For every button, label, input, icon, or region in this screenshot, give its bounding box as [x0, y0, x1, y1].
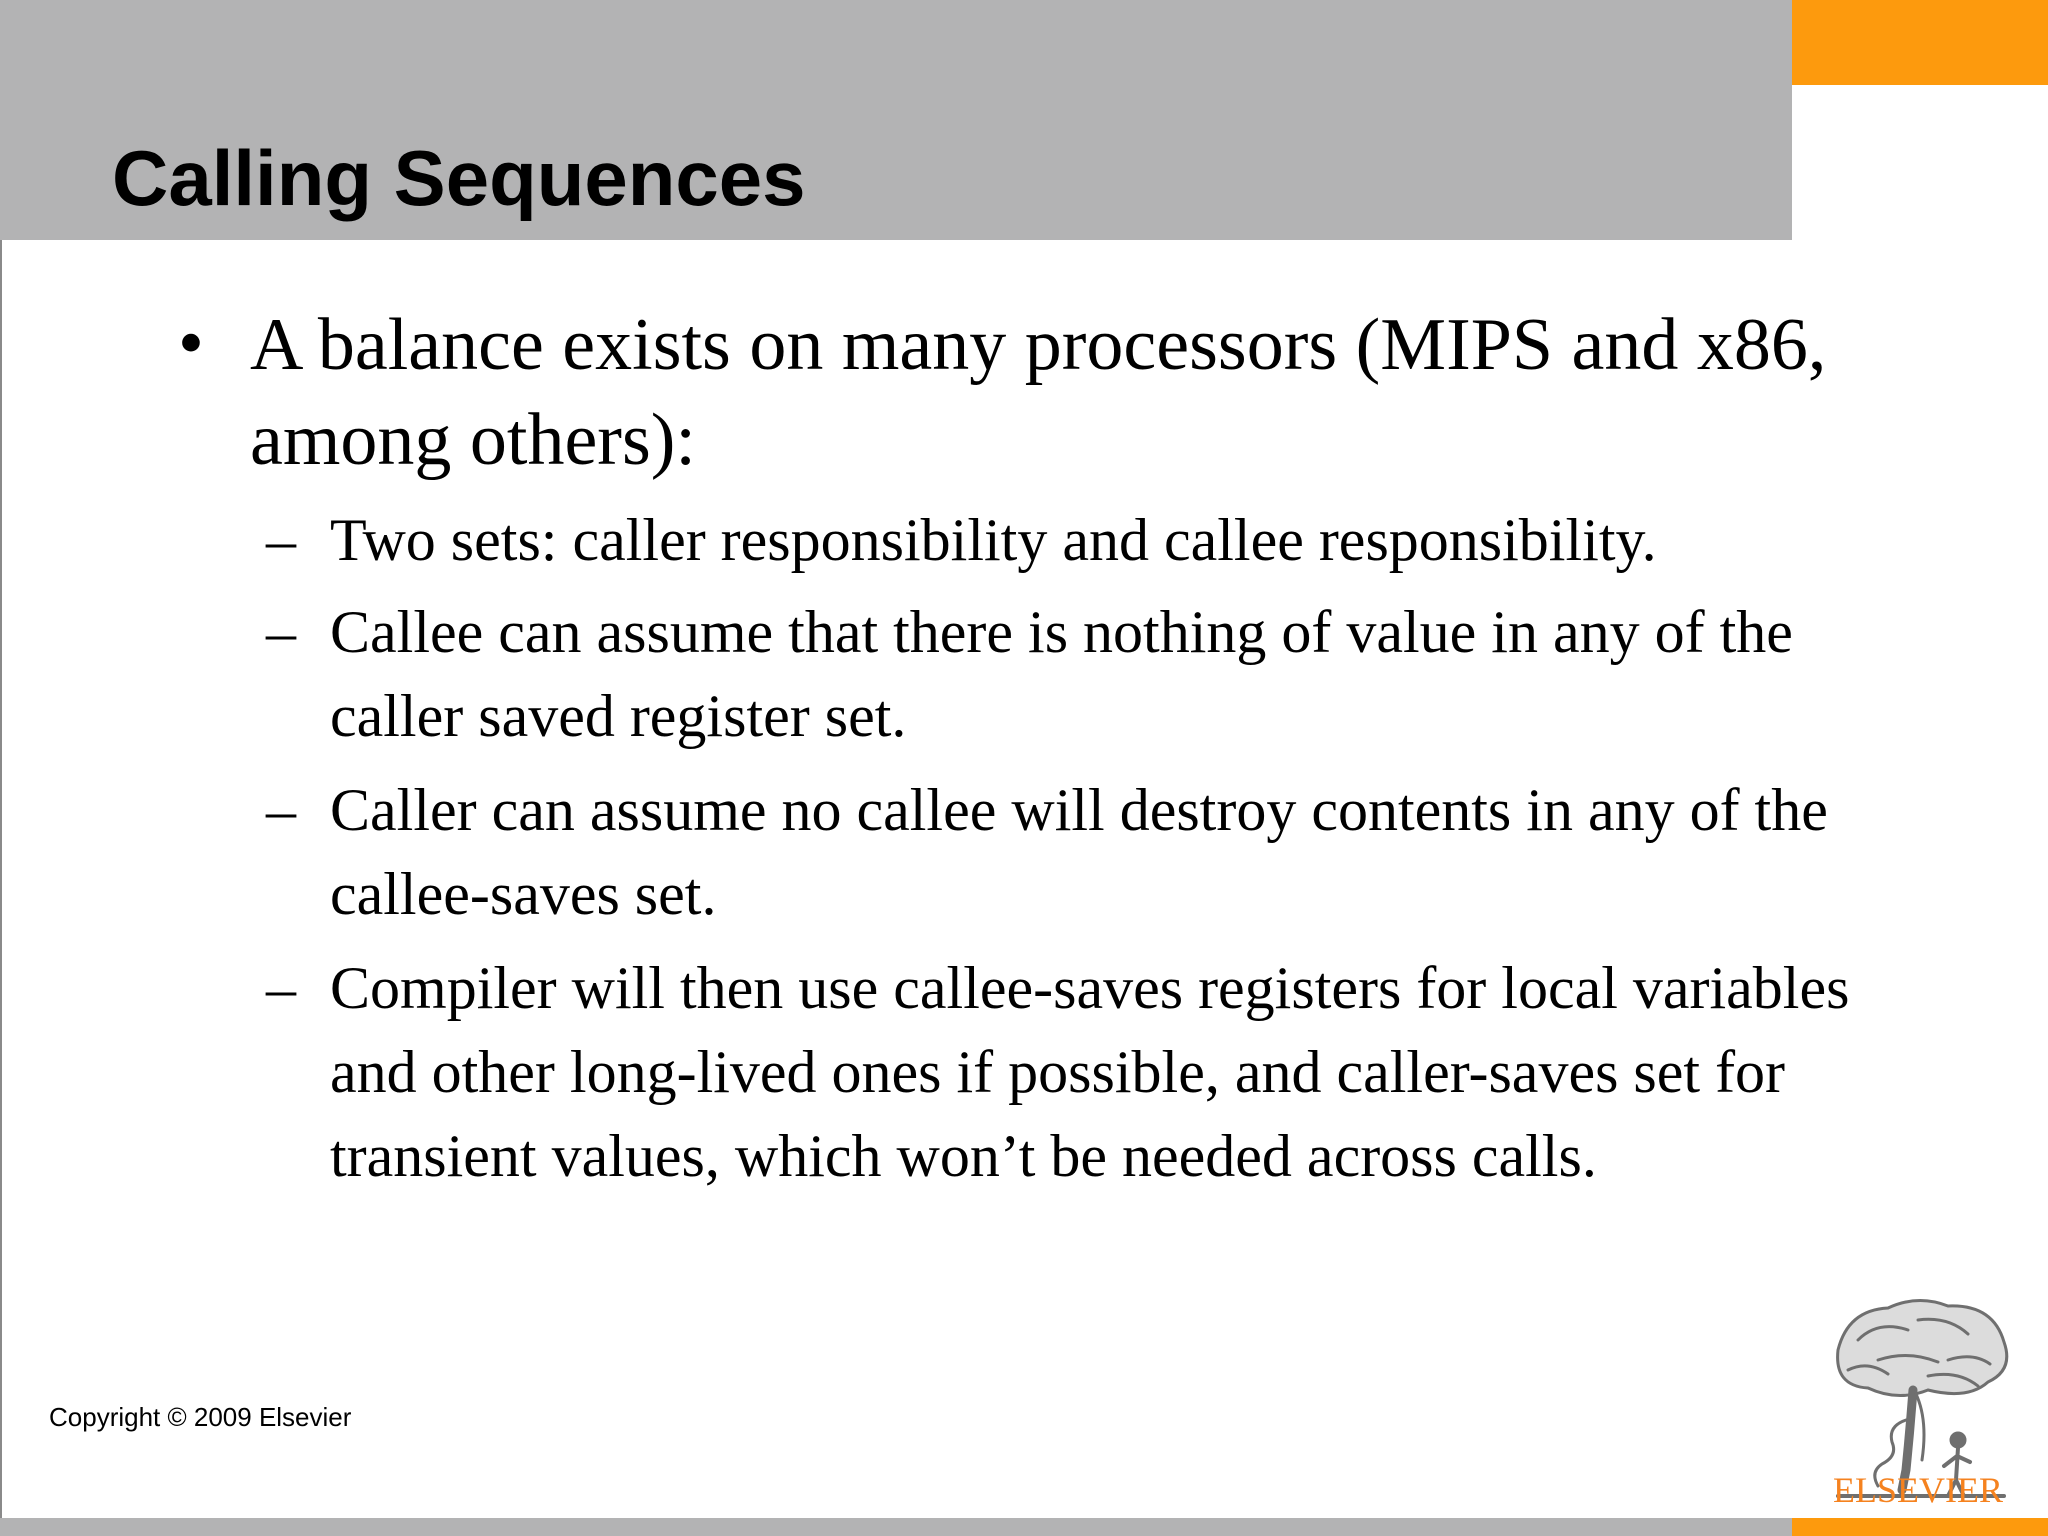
bottom-accent	[1792, 1518, 2048, 1536]
sub-item-text: Two sets: caller responsibility and callee responsibility.	[330, 507, 1657, 573]
sub-item-text: Caller can assume no callee will destroy contents in any of the callee-saves set.	[330, 777, 1828, 927]
sub-item-marker: –	[266, 507, 296, 573]
sub-item-marker: –	[266, 955, 296, 1021]
sub-item-text: Compiler will then use callee-saves registers for local variables and other long-lived ones if possible, and caller-saves set for transient values, which won’t be needed across calls.	[330, 955, 1850, 1189]
bullet-marker: •	[178, 302, 204, 384]
sub-item-marker: –	[266, 777, 296, 843]
bullet-text: A balance exists on many processors (MIPS and x86, among others):	[250, 304, 1827, 481]
slide-title: Calling Sequences	[112, 134, 806, 222]
publisher-logo-text: ELSEVIER	[1833, 1470, 2003, 1510]
sub-item-text: Callee can assume that there is nothing of value in any of the caller saved register set.	[330, 599, 1793, 749]
sub-item-marker: –	[266, 599, 296, 665]
bottom-band	[0, 1518, 1792, 1536]
copyright-notice: Copyright © 2009 Elsevier	[49, 1402, 352, 1432]
